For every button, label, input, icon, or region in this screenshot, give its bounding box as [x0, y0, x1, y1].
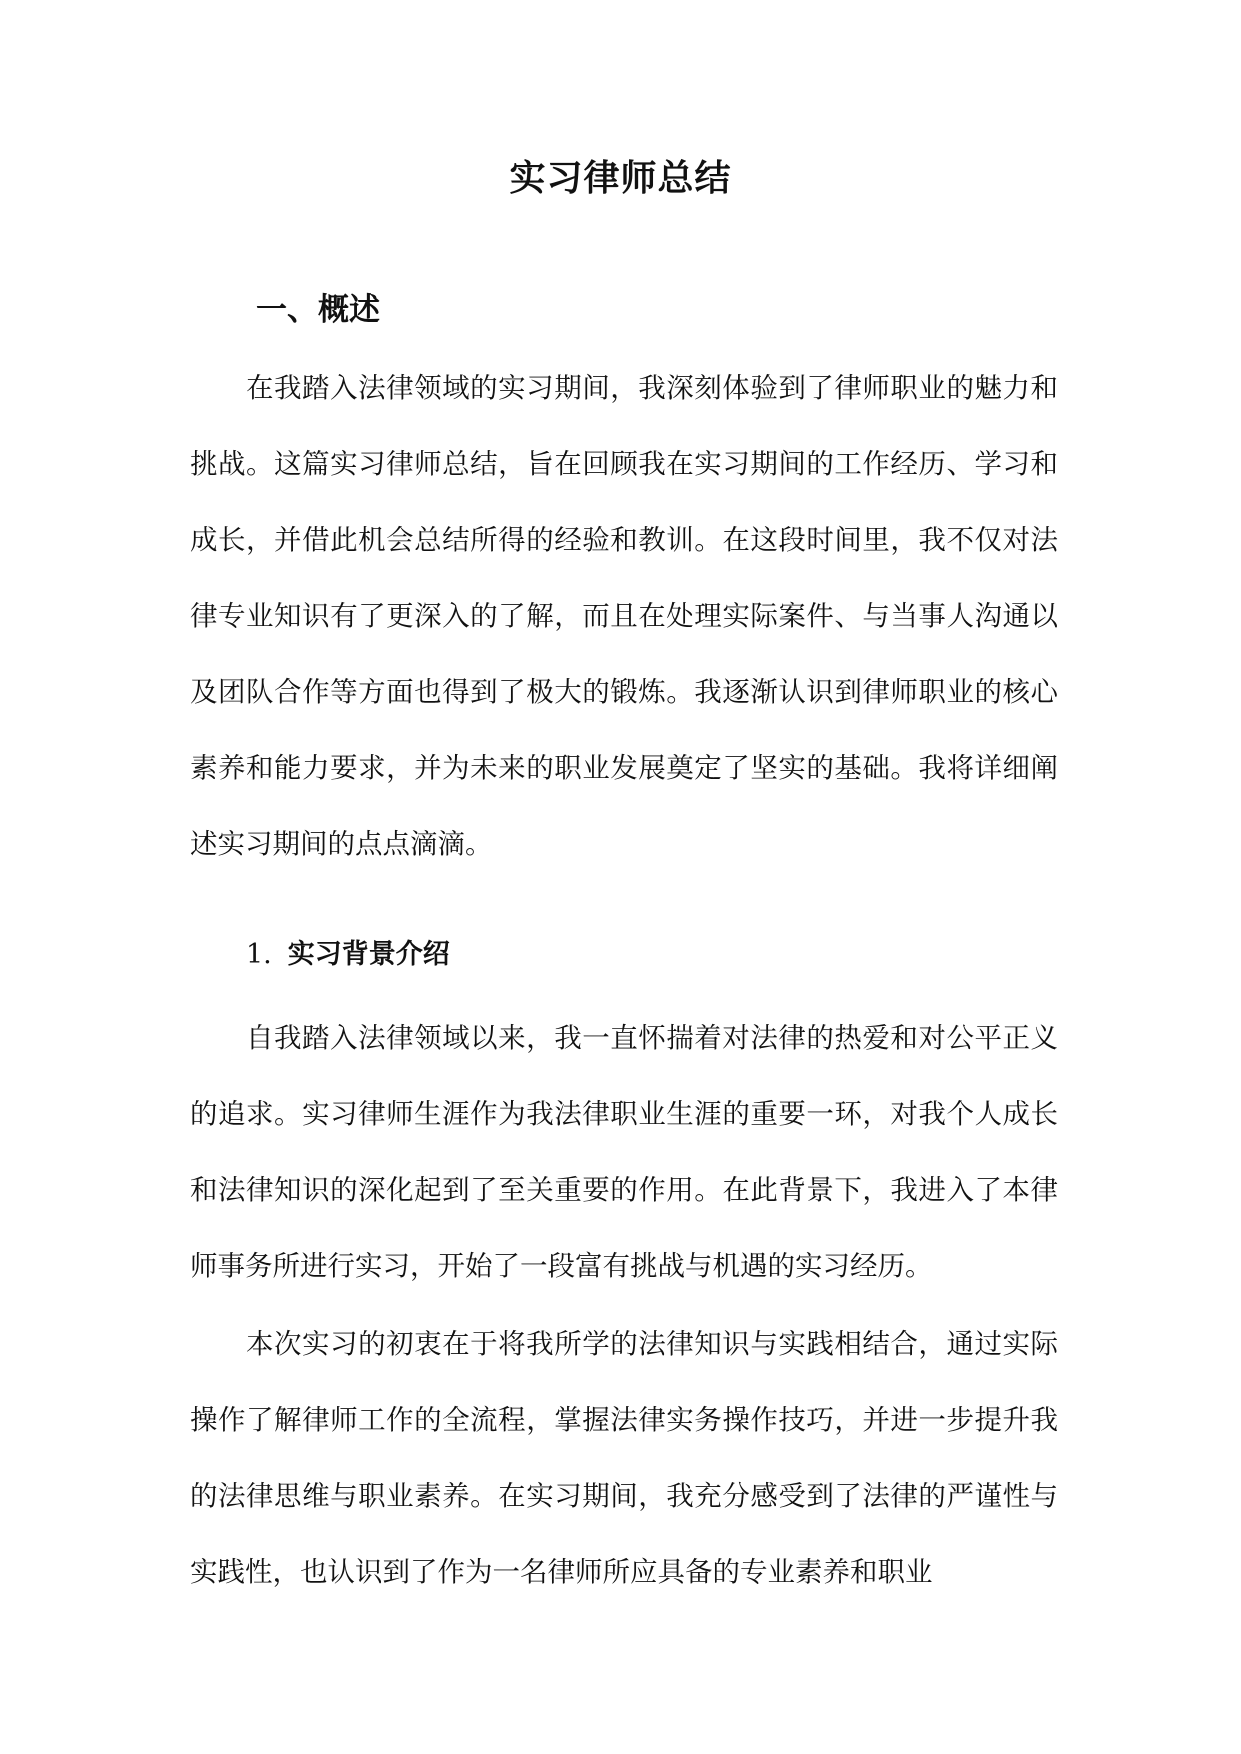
overview-paragraph: 在我踏入法律领域的实习期间，我深刻体验到了律师职业的魅力和挑战。这篇实习律师总结，旨在回顾我在实习期间的工作经历、学习和成长，并借此机会总结所得的经验和教训。在这段时间里，我不仅对法律专业知识有了更深入的了解，而且在处理实际案件、与当事人沟通以及团队合作等方面也得到了极大的锻炼。我逐渐认识到律师职业的核心素养和能力要求，并为未来的职业发展奠定了坚实的基础。我将详细阐述实习期间的点点滴滴。 — [190, 372, 1058, 860]
section-heading-overview: 一、概述 — [256, 292, 380, 328]
subsection-title: 实习背景介绍 — [287, 939, 450, 970]
subsection-number: 1. — [246, 939, 272, 970]
subsection-heading-background — [246, 932, 450, 971]
document-title: 实习律师总结 — [509, 157, 732, 199]
background-paragraph-1: 自我踏入法律领域以来，我一直怀揣着对法律的热爱和对公平正义的追求。实习律师生涯作为我法律职业生涯的重要一环，对我个人成长和法律知识的深化起到了至关重要的作用。在此背景下，我进入了本律师事务所进行实习，开始了一段富有挑战与机遇的实习经历。 — [190, 1022, 1058, 1282]
background-paragraph-2: 本次实习的初衷在于将我所学的法律知识与实践相结合，通过实际操作了解律师工作的全流程，掌握法律实务操作技巧，并进一步提升我的法律思维与职业素养。在实习期间，我充分感受到了法律的严谨性与实践性，也认识到了作为一名律师所应具备的专业素养和职业 — [190, 1328, 1058, 1588]
